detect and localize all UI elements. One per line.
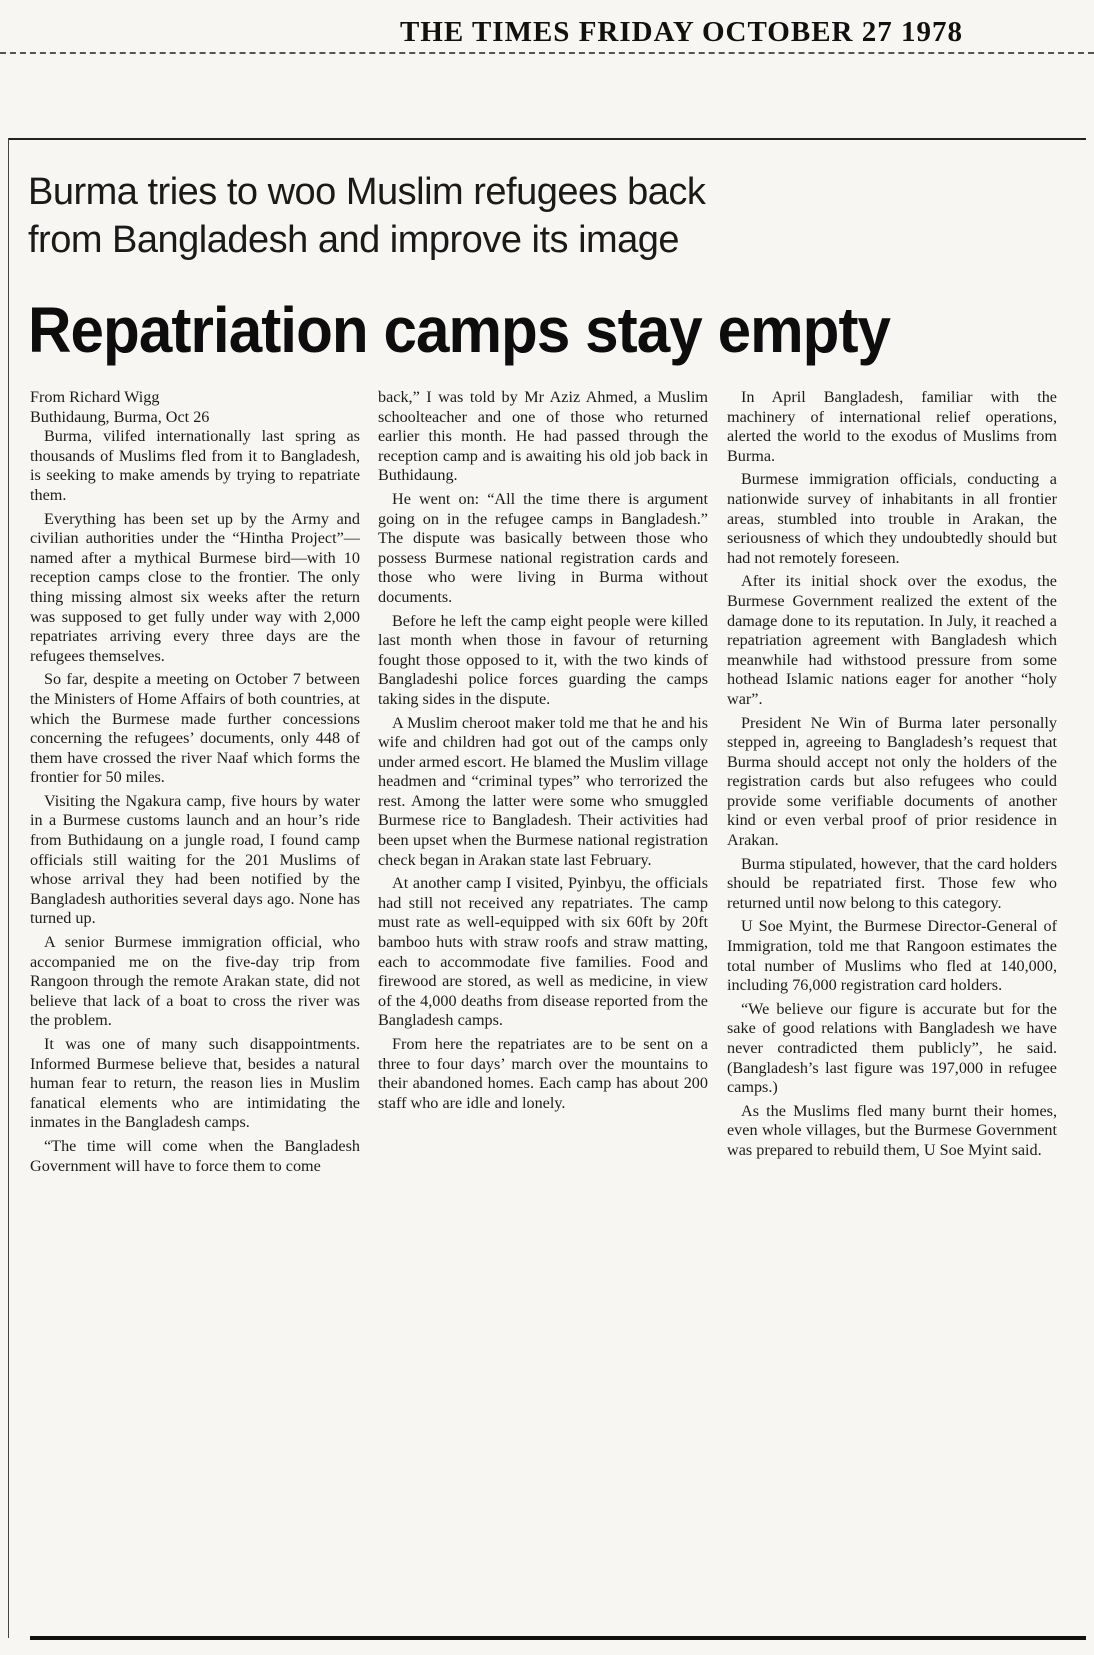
article-frame-left-rule: [8, 138, 9, 1638]
kicker-line-2: from Bangladesh and improve its image: [28, 219, 680, 261]
paragraph: A Muslim cheroot maker told me that he and his wife and children had got out of the camps only under armed escort. He blamed the Muslim village headmen and “criminal types” who terrorized the rest. Among the latter were some who smuggled Burmese rice to Bangladesh. Their activities had been upset when the Burmese national registration check began in Arakan state last February.: [378, 713, 708, 869]
paragraph: President Ne Win of Burma later personally stepped in, agreeing to Bangladesh’s request that Burma should accept not only the holders of the registration cards but also refugees who could provide some verifiable documents of another kind or even verbal proof of prior residence in Arakan.: [727, 713, 1057, 850]
paragraph: As the Muslims fled many burnt their homes, even whole villages, but the Burmese Government was prepared to rebuild them, U Soe Myint said.: [727, 1101, 1057, 1159]
paragraph: Burma, vilifed internationally last spring as thousands of Muslims fled from it to Bangladesh, is seeking to make amends by trying to repatriate them.: [30, 427, 360, 504]
article-frame-bottom-rule: [30, 1636, 1086, 1640]
paragraph: So far, despite a meeting on October 7 between the Ministers of Home Affairs of both countries, at which the Burmese made further concessions concerning the refugees’ documents, only 448 of them have crossed the river Naaf which forms the frontier for 50 miles.: [30, 670, 360, 787]
masthead-rule: [0, 52, 1094, 54]
byline-author: From Richard Wigg: [30, 388, 160, 406]
paragraph: Everything has been set up by the Army and civilian authorities under the “Hintha Project”—named after a mythical Burmese bird—with 10 reception camps close to the frontier. The only thing missing almost six weeks after the return was supposed to get fully under way with 2,000 repatriates arriving every three days are the refugees themselves.: [30, 509, 360, 665]
paragraph: At another camp I visited, Pyinbyu, the officials had still not received any repatriates. The camp must rate as well-equipped with six 60ft by 20ft bamboo huts with straw roofs and straw matting, each to accommodate five families. Food and firewood are stored, as well as medicine, in view of the 4,000 deaths from disease reported from the Bangladesh camps.: [378, 874, 708, 1030]
paragraph: Burma stipulated, however, that the card holders should be repatriated first. Those few who returned until now belong to this category.: [727, 854, 1057, 912]
paragraph: “We believe our figure is accurate but for the sake of good relations with Bangladesh we have never contradicted them publicly”, he said. (Bangladesh’s last figure was 197,000 in refugee camps.): [727, 999, 1057, 1097]
byline-dateline: Buthidaung, Burma, Oct 26: [30, 407, 210, 426]
paragraph: In April Bangladesh, familiar with the machinery of international relief operations, alerted the world to the exodus of Muslims from Burma.: [727, 388, 1057, 465]
article-column-2: [378, 388, 708, 1628]
article-kicker: [28, 168, 1028, 264]
paragraph: Burmese immigration officials, conducting a nationwide survey of inhabitants in all frontier areas, stumbled into trouble in Arakan, the seriousness of which they undoubtedly should but had not remotely foreseen.: [727, 470, 1057, 567]
kicker-line-1: Burma tries to woo Muslim refugees back: [28, 171, 706, 213]
paragraph: He went on: “All the time there is argument going on in the refugee camps in Bangladesh.” The dispute was basically between those who possess Burmese national registration cards and those who were living in Burma without documents.: [378, 489, 708, 606]
paragraph: A senior Burmese immigration official, who accompanied me on the five-day trip from Rangoon through the remote Arakan state, did not believe that lack of a boat to cross the river was the problem.: [30, 933, 360, 1030]
paragraph: U Soe Myint, the Burmese Director-General of Immigration, told me that Rangoon estimates the total number of Muslims who fled at 140,000, including 76,000 registration card holders.: [727, 917, 1057, 995]
paragraph: Before he left the camp eight people were killed last month when those in favour of returning fought those opposed to it, with the two kinds of Bangladeshi police forces guarding the camps taking sides in the dispute.: [378, 611, 708, 708]
paragraph: Visiting the Ngakura camp, five hours by water in a Burmese customs launch and an hour’s ride from Buthidaung on a jungle road, I found camp officials still waiting for the 201 Muslims of whose arrival they had been notified by the Bangladesh authorities several days ago. None has turned up.: [30, 791, 360, 928]
article-frame-top-rule: [8, 138, 1086, 140]
newspaper-masthead: THE TIMES FRIDAY OCTOBER 27 1978: [400, 16, 963, 48]
article-column-3: [727, 388, 1057, 1628]
paragraph: It was one of many such disappointments. Informed Burmese believe that, besides a natural human fear to return, the reason lies in Muslim fanatical elements who are intimidating the inmates in the Bangladesh camps.: [30, 1035, 360, 1132]
article-headline: Repatriation camps stay empty: [28, 294, 891, 366]
article-column-1: [30, 388, 360, 1628]
paragraph: After its initial shock over the exodus, the Burmese Government realized the extent of the damage done to its reputation. In July, it reached a repatriation agreement with Bangladesh which meanwhile had withstood pressure from some hothead Islamic nations eager for another “holy war”.: [727, 572, 1057, 708]
paragraph: back,” I was told by Mr Aziz Ahmed, a Muslim schoolteacher and one of those who returned earlier this month. He had passed through the reception camp and is awaiting his old job back in Buthidaung.: [378, 388, 708, 485]
paragraph: “The time will come when the Bangladesh Government will have to force them to come: [30, 1136, 360, 1175]
paragraph: From here the repatriates are to be sent on a three to four days’ march over the mountains to their abandoned homes. Each camp has about 200 staff who are idle and lonely.: [378, 1035, 708, 1112]
